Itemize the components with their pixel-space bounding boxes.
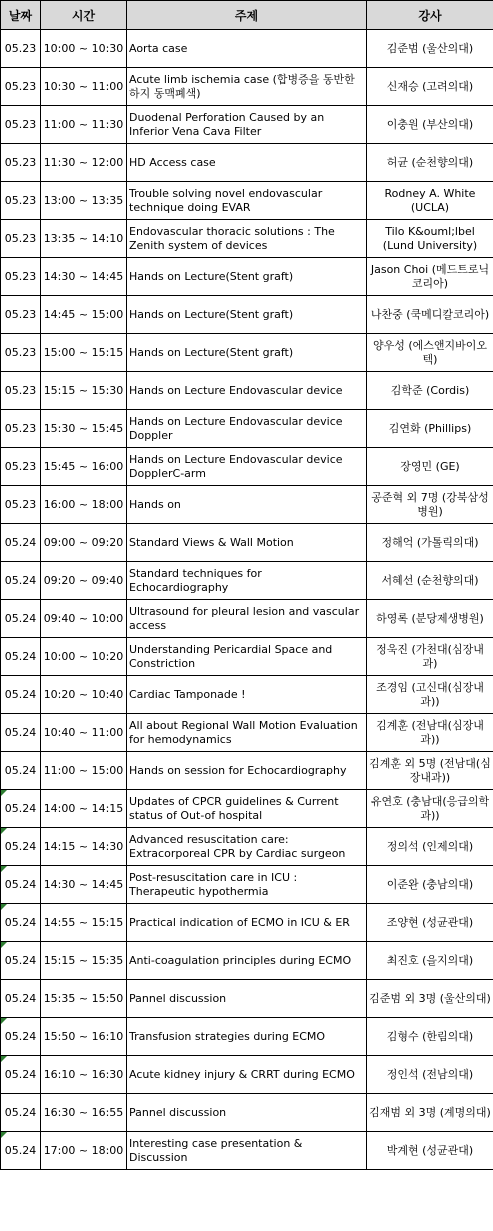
cell-time-text: 10:00 ~ 10:20: [43, 649, 124, 663]
cell-date-text: 05.24: [4, 1143, 37, 1157]
cell-speaker: [367, 448, 493, 486]
cell-date-text: 05.23: [4, 269, 37, 283]
cell-topic: [127, 182, 367, 220]
cell-topic-text: Anti-coagulation principles during ECMO: [129, 953, 352, 967]
cell-time-text: 13:00 ~ 13:35: [43, 193, 124, 207]
table-row: [1, 600, 493, 638]
cell-topic-text: Hands on Lecture(Stent graft): [129, 269, 294, 283]
cell-time: [41, 68, 127, 106]
cell-date: [1, 182, 41, 220]
cell-speaker: [367, 600, 493, 638]
cell-time: [41, 182, 127, 220]
cell-time-text: 10:30 ~ 11:00: [43, 79, 124, 93]
cell-speaker: [367, 372, 493, 410]
cell-date: [1, 1018, 41, 1056]
cell-speaker-text: 하영록 (분당제생병원): [376, 611, 484, 625]
cell-date: [1, 30, 41, 68]
cell-topic-text: Hands on Lecture(Stent graft): [129, 307, 294, 321]
cell-time: [41, 1132, 127, 1170]
cell-date-text: 05.23: [4, 41, 37, 55]
cell-date: [1, 296, 41, 334]
cell-topic-text: All about Regional Wall Motion Evaluation for hemodynamics: [129, 718, 358, 746]
cell-time-text: 14:55 ~ 15:15: [43, 915, 124, 929]
table-row: [1, 714, 493, 752]
cell-time: [41, 1094, 127, 1132]
cell-time: [41, 1056, 127, 1094]
cell-speaker: [367, 258, 493, 296]
cell-date: [1, 68, 41, 106]
cell-speaker: [367, 866, 493, 904]
cell-date: [1, 1132, 41, 1170]
cell-speaker: [367, 524, 493, 562]
cell-topic-text: Cardiac Tamponade !: [129, 687, 246, 701]
cell-speaker-text: 김재범 외 3명 (계명의대): [369, 1105, 491, 1119]
cell-topic-text: Aorta case: [129, 41, 188, 55]
cell-time-text: 09:20 ~ 09:40: [43, 573, 124, 587]
cell-topic: [127, 1094, 367, 1132]
cell-date-text: 05.23: [4, 307, 37, 321]
cell-time: [41, 980, 127, 1018]
cell-time-text: 16:10 ~ 16:30: [43, 1067, 124, 1081]
cell-speaker-text: 김준범 (울산의대): [386, 41, 474, 55]
cell-date-text: 05.24: [4, 839, 37, 853]
cell-topic: [127, 334, 367, 372]
cell-speaker: [367, 486, 493, 524]
comment-marker-icon: [1, 942, 7, 948]
cell-time: [41, 220, 127, 258]
cell-date-text: 05.24: [4, 763, 37, 777]
table-row: [1, 1132, 493, 1170]
cell-time-text: 15:30 ~ 15:45: [43, 421, 124, 435]
cell-date: [1, 1094, 41, 1132]
cell-speaker: [367, 676, 493, 714]
table-row: [1, 106, 493, 144]
cell-time-text: 14:15 ~ 14:30: [43, 839, 124, 853]
cell-date-text: 05.23: [4, 345, 37, 359]
cell-time: [41, 600, 127, 638]
cell-speaker: [367, 980, 493, 1018]
cell-time-text: 14:45 ~ 15:00: [43, 307, 124, 321]
cell-time-text: 11:30 ~ 12:00: [43, 155, 124, 169]
cell-topic: [127, 410, 367, 448]
cell-time: [41, 144, 127, 182]
cell-time: [41, 790, 127, 828]
table-row: [1, 372, 493, 410]
cell-speaker-text: 유연호 (충남대(응급의학과)): [370, 794, 490, 822]
cell-speaker: [367, 790, 493, 828]
table-row: [1, 562, 493, 600]
table-row: [1, 828, 493, 866]
cell-date-text: 05.24: [4, 877, 37, 891]
cell-date: [1, 334, 41, 372]
cell-topic: [127, 1056, 367, 1094]
cell-speaker: [367, 638, 493, 676]
cell-topic: [127, 106, 367, 144]
cell-topic: [127, 714, 367, 752]
cell-time-text: 15:15 ~ 15:30: [43, 383, 124, 397]
table-row: [1, 144, 493, 182]
cell-topic-text: HD Access case: [129, 155, 216, 169]
cell-date-text: 05.23: [4, 383, 37, 397]
cell-time: [41, 942, 127, 980]
cell-speaker-text: 김계훈 외 5명 (전남대(심장내과)): [369, 756, 491, 784]
cell-date-text: 05.23: [4, 193, 37, 207]
cell-date: [1, 486, 41, 524]
cell-topic: [127, 562, 367, 600]
table-row: [1, 980, 493, 1018]
cell-date: [1, 448, 41, 486]
comment-marker-icon: [1, 790, 7, 796]
cell-date: [1, 638, 41, 676]
cell-date-text: 05.24: [4, 649, 37, 663]
cell-topic-text: Hands on: [129, 497, 181, 511]
table-row: [1, 68, 493, 106]
cell-speaker-text: Jason Choi (메드트로닉코리아): [370, 262, 490, 290]
cell-topic-text: Standard Views & Wall Motion: [129, 535, 294, 549]
cell-date: [1, 372, 41, 410]
cell-topic: [127, 258, 367, 296]
cell-date-text: 05.23: [4, 79, 37, 93]
cell-topic: [127, 980, 367, 1018]
cell-topic-text: Pannel discussion: [129, 991, 227, 1005]
cell-speaker-text: 이충원 (부산의대): [386, 117, 474, 131]
cell-date: [1, 1056, 41, 1094]
table-row: [1, 30, 493, 68]
cell-topic-text: Updates of CPCR guidelines & Current status of Out-of hospital: [129, 794, 339, 822]
table-row: [1, 334, 493, 372]
cell-date: [1, 220, 41, 258]
cell-time-text: 11:00 ~ 11:30: [43, 117, 124, 131]
cell-time: [41, 752, 127, 790]
cell-time: [41, 296, 127, 334]
cell-topic-text: Hands on Lecture Endovascular device Doppler: [129, 414, 343, 442]
cell-time: [41, 714, 127, 752]
cell-date-text: 05.23: [4, 117, 37, 131]
cell-topic-text: Understanding Pericardial Space and Constriction: [129, 642, 333, 670]
cell-speaker-text: 김계훈 (전남대(심장내과)): [376, 718, 484, 746]
cell-time-text: 15:15 ~ 15:35: [43, 953, 124, 967]
cell-speaker-text: 조양현 (성균관대): [386, 915, 474, 929]
cell-date-text: 05.23: [4, 231, 37, 245]
table-row: [1, 942, 493, 980]
cell-time: [41, 372, 127, 410]
comment-marker-icon: [1, 1132, 7, 1138]
table-row: [1, 448, 493, 486]
table-row: [1, 676, 493, 714]
cell-topic-text: Advanced resuscitation care: Extracorporeal CPR by Cardiac surgeon: [129, 832, 346, 860]
cell-date: [1, 600, 41, 638]
cell-date: [1, 790, 41, 828]
cell-date: [1, 980, 41, 1018]
cell-time-text: 16:30 ~ 16:55: [43, 1105, 124, 1119]
cell-topic-text: Acute limb ischemia case (합병증을 동반한 하지 동맥폐색): [129, 72, 355, 100]
cell-speaker: [367, 220, 493, 258]
cell-topic: [127, 866, 367, 904]
cell-topic: [127, 1132, 367, 1170]
cell-date: [1, 714, 41, 752]
cell-topic-text: Hands on Lecture Endovascular device: [129, 383, 343, 397]
cell-speaker-text: Tilo K&ouml;lbel (Lund University): [382, 224, 478, 252]
cell-time: [41, 30, 127, 68]
cell-date: [1, 144, 41, 182]
cell-time: [41, 828, 127, 866]
cell-speaker: [367, 182, 493, 220]
cell-time-text: 10:20 ~ 10:40: [43, 687, 124, 701]
cell-date: [1, 866, 41, 904]
cell-topic: [127, 1018, 367, 1056]
cell-time: [41, 904, 127, 942]
cell-date-text: 05.24: [4, 915, 37, 929]
table-row: [1, 296, 493, 334]
cell-date: [1, 942, 41, 980]
table-row: [1, 182, 493, 220]
cell-date: [1, 904, 41, 942]
cell-time: [41, 106, 127, 144]
cell-topic: [127, 790, 367, 828]
cell-time-text: 16:00 ~ 18:00: [43, 497, 124, 511]
cell-topic-text: Hands on Lecture Endovascular device DopplerC-arm: [129, 452, 343, 480]
cell-speaker-text: 정의석 (인제의대): [386, 839, 474, 853]
cell-topic: [127, 600, 367, 638]
cell-speaker: [367, 106, 493, 144]
cell-topic-text: Practical indication of ECMO in ICU & ER: [129, 915, 350, 929]
cell-time-text: 15:35 ~ 15:50: [43, 991, 124, 1005]
cell-time-text: 14:30 ~ 14:45: [43, 269, 124, 283]
table-row: [1, 1056, 493, 1094]
cell-speaker: [367, 1018, 493, 1056]
table-row: [1, 524, 493, 562]
cell-date: [1, 752, 41, 790]
table-row: [1, 866, 493, 904]
cell-speaker: [367, 334, 493, 372]
cell-time-text: 15:00 ~ 15:15: [43, 345, 124, 359]
cell-speaker: [367, 714, 493, 752]
cell-speaker: [367, 410, 493, 448]
cell-topic-text: Standard techniques for Echocardiography: [129, 566, 262, 594]
comment-marker-icon: [1, 904, 7, 910]
table-row: [1, 752, 493, 790]
table-row: [1, 1018, 493, 1056]
comment-marker-icon: [1, 1056, 7, 1062]
table-row: [1, 1094, 493, 1132]
cell-topic-text: Transfusion strategies during ECMO: [129, 1029, 326, 1043]
cell-speaker: [367, 296, 493, 334]
cell-date-text: 05.24: [4, 611, 37, 625]
cell-speaker-text: 박계현 (성균관대): [386, 1143, 474, 1157]
table-row: [1, 790, 493, 828]
cell-topic: [127, 68, 367, 106]
cell-topic-text: Trouble solving novel endovascular technique doing EVAR: [129, 186, 323, 214]
cell-speaker-text: 장영민 (GE): [400, 459, 460, 473]
cell-time: [41, 448, 127, 486]
cell-speaker: [367, 144, 493, 182]
cell-speaker-text: 공준혁 외 7명 (강북삼성병원): [371, 490, 489, 518]
cell-time: [41, 334, 127, 372]
cell-topic: [127, 486, 367, 524]
cell-speaker: [367, 1094, 493, 1132]
cell-topic-text: Duodenal Perforation Caused by an Inferior Vena Cava Filter: [129, 110, 325, 138]
cell-time-text: 09:00 ~ 09:20: [43, 535, 124, 549]
cell-topic-text: Interesting case presentation & Discussion: [129, 1136, 303, 1164]
table-row: [1, 410, 493, 448]
cell-time: [41, 258, 127, 296]
header-speaker: 강사: [367, 1, 493, 30]
cell-topic: [127, 448, 367, 486]
cell-time-text: 10:40 ~ 11:00: [43, 725, 124, 739]
cell-topic: [127, 904, 367, 942]
cell-topic-text: Endovascular thoracic solutions : The Zenith system of devices: [129, 224, 335, 252]
cell-speaker-text: 김형수 (한림의대): [386, 1029, 474, 1043]
cell-date-text: 05.24: [4, 1105, 37, 1119]
header-time: 시간: [41, 1, 127, 30]
cell-time-text: 14:00 ~ 14:15: [43, 801, 124, 815]
table-header: [1, 1, 493, 30]
comment-marker-icon: [1, 866, 7, 872]
cell-speaker-text: 김준범 외 3명 (울산의대): [369, 991, 491, 1005]
cell-time: [41, 676, 127, 714]
cell-date: [1, 410, 41, 448]
cell-speaker-text: 최진호 (을지의대): [386, 953, 474, 967]
cell-date-text: 05.24: [4, 953, 37, 967]
cell-speaker-text: 나찬중 (쿡메디칼코리아): [370, 307, 490, 321]
table-row: [1, 904, 493, 942]
cell-topic-text: Hands on session for Echocardiography: [129, 763, 347, 777]
cell-time: [41, 1018, 127, 1056]
cell-date-text: 05.23: [4, 421, 37, 435]
cell-date-text: 05.23: [4, 459, 37, 473]
table-row: [1, 638, 493, 676]
cell-date-text: 05.24: [4, 991, 37, 1005]
cell-speaker: [367, 752, 493, 790]
cell-topic-text: Pannel discussion: [129, 1105, 227, 1119]
cell-speaker-text: 김학준 (Cordis): [390, 383, 470, 397]
cell-time: [41, 562, 127, 600]
cell-time-text: 15:45 ~ 16:00: [43, 459, 124, 473]
cell-topic: [127, 942, 367, 980]
cell-speaker: [367, 30, 493, 68]
cell-speaker: [367, 562, 493, 600]
cell-date-text: 05.24: [4, 725, 37, 739]
cell-date: [1, 258, 41, 296]
cell-topic: [127, 144, 367, 182]
comment-marker-icon: [1, 1018, 7, 1024]
cell-date-text: 05.23: [4, 497, 37, 511]
cell-speaker: [367, 68, 493, 106]
cell-speaker-text: 허균 (순천향의대): [386, 155, 474, 169]
cell-topic: [127, 828, 367, 866]
cell-speaker-text: 김연화 (Phillips): [388, 421, 472, 435]
cell-topic-text: Hands on Lecture(Stent graft): [129, 345, 294, 359]
cell-date-text: 05.24: [4, 535, 37, 549]
cell-topic: [127, 524, 367, 562]
cell-date-text: 05.24: [4, 687, 37, 701]
cell-date: [1, 524, 41, 562]
cell-time-text: 09:40 ~ 10:00: [43, 611, 124, 625]
cell-speaker-text: Rodney A. White (UCLA): [384, 186, 476, 214]
cell-date-text: 05.23: [4, 155, 37, 169]
cell-time-text: 17:00 ~ 18:00: [43, 1143, 124, 1157]
cell-time-text: 11:00 ~ 15:00: [43, 763, 124, 777]
cell-time: [41, 410, 127, 448]
cell-date-text: 05.24: [4, 1067, 37, 1081]
cell-topic: [127, 220, 367, 258]
cell-speaker: [367, 942, 493, 980]
table-body: [1, 30, 493, 1170]
cell-topic-text: Ultrasound for pleural lesion and vascular access: [129, 604, 360, 632]
cell-date-text: 05.24: [4, 573, 37, 587]
cell-speaker-text: 서혜선 (순천향의대): [381, 573, 479, 587]
cell-topic-text: Acute kidney injury & CRRT during ECMO: [129, 1067, 355, 1081]
table-row: [1, 486, 493, 524]
cell-time-text: 14:30 ~ 14:45: [43, 877, 124, 891]
cell-speaker-text: 이준완 (충남의대): [386, 877, 474, 891]
comment-marker-icon: [1, 828, 7, 834]
cell-date: [1, 676, 41, 714]
cell-speaker-text: 정욱진 (가천대(심장내과): [376, 642, 484, 670]
cell-topic: [127, 30, 367, 68]
cell-speaker-text: 조경임 (고신대(심장내과)): [376, 680, 484, 708]
cell-speaker-text: 신재승 (고려의대): [386, 79, 474, 93]
cell-time-text: 13:35 ~ 14:10: [43, 231, 124, 245]
cell-speaker-text: 양우성 (에스앤지바이오텍): [372, 338, 488, 366]
cell-time: [41, 638, 127, 676]
cell-date: [1, 562, 41, 600]
cell-time-text: 10:00 ~ 10:30: [43, 41, 124, 55]
cell-topic: [127, 638, 367, 676]
cell-topic: [127, 372, 367, 410]
cell-topic: [127, 676, 367, 714]
cell-date: [1, 828, 41, 866]
cell-speaker: [367, 1056, 493, 1094]
cell-topic-text: Post-resuscitation care in ICU : Therapeutic hypothermia: [129, 870, 298, 898]
header-date: 날짜: [1, 1, 41, 30]
header-row: [1, 1, 493, 30]
cell-date-text: 05.24: [4, 1029, 37, 1043]
cell-speaker-text: 정인석 (전남의대): [386, 1067, 474, 1081]
cell-time-text: 15:50 ~ 16:10: [43, 1029, 124, 1043]
cell-speaker: [367, 904, 493, 942]
cell-speaker: [367, 828, 493, 866]
cell-time: [41, 866, 127, 904]
table-row: [1, 258, 493, 296]
header-topic: 주제: [127, 1, 367, 30]
cell-speaker-text: 정해억 (가톨릭의대): [381, 535, 479, 549]
cell-speaker: [367, 1132, 493, 1170]
cell-date-text: 05.24: [4, 801, 37, 815]
cell-date: [1, 106, 41, 144]
cell-time: [41, 524, 127, 562]
cell-topic: [127, 296, 367, 334]
table-row: [1, 220, 493, 258]
cell-topic: [127, 752, 367, 790]
cell-time: [41, 486, 127, 524]
